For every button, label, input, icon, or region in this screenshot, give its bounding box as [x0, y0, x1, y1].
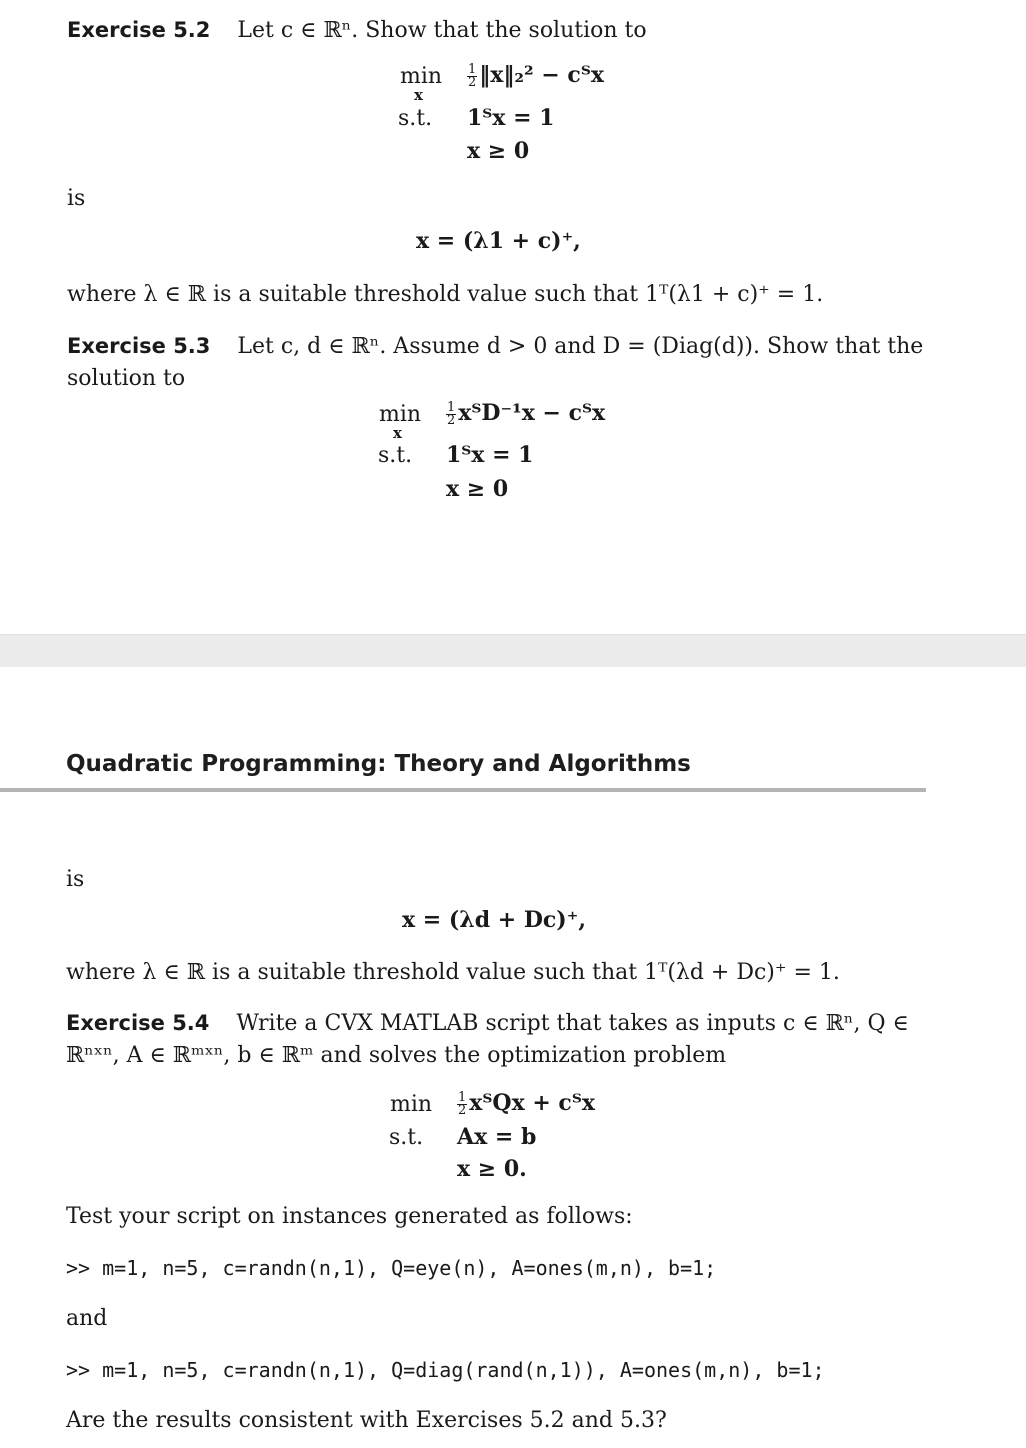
min-variable: x — [393, 424, 402, 442]
st-label: s.t. — [378, 443, 413, 468]
exercise-label: Exercise 5.2 — [67, 18, 211, 42]
min-label: min — [400, 64, 443, 89]
code-line-1: >> m=1, n=5, c=randn(n,1), Q=eye(n), A=ones(m,n), b=1; — [66, 1256, 717, 1280]
exercise-label: Exercise 5.3 — [67, 334, 211, 358]
objective — [467, 62, 604, 89]
objective — [457, 1090, 595, 1117]
exercise-intro: Write a CVX MATLAB script that takes as inputs c ∈ ℝⁿ, Q ∈ — [236, 1011, 909, 1036]
objective-expr: ‖x‖₂² − cᵀx — [479, 62, 604, 88]
constraint-equality: Ax = b — [457, 1124, 537, 1150]
is-text: is — [66, 867, 85, 892]
exercise-intro-cont: solution to — [67, 366, 186, 391]
exercise-5-3-heading — [67, 334, 923, 359]
constraint-nonneg: x ≥ 0. — [457, 1156, 527, 1182]
threshold-text: where λ ∈ ℝ is a suitable threshold value such that 1ᵀ(λ1 + c)⁺ = 1. — [67, 282, 824, 307]
solution-formula: x = (λ1 + c)⁺, — [416, 228, 581, 254]
st-label: s.t. — [389, 1125, 424, 1150]
exercise-intro: Let c, d ∈ ℝⁿ. Assume d > 0 and D = (Diag(d)). Show that the — [237, 334, 924, 359]
fraction-half: $\frac{1}{2}$ — [458, 1089, 467, 1118]
exercise-5-4-heading — [66, 1011, 909, 1036]
header-rule — [0, 788, 926, 792]
exercise-intro-cont: ℝⁿˣⁿ, A ∈ ℝᵐˣⁿ, b ∈ ℝᵐ and solves the optimization problem — [66, 1043, 727, 1068]
constraint-nonneg: x ≥ 0 — [467, 138, 530, 164]
and-text: and — [66, 1306, 108, 1331]
code-line-2: >> m=1, n=5, c=randn(n,1), Q=diag(rand(n,1)), A=ones(m,n), b=1; — [66, 1358, 825, 1382]
test-instruction: Test your script on instances generated as follows: — [66, 1204, 633, 1229]
fraction-half: $\frac{1}{2}$ — [447, 399, 456, 428]
min-variable: x — [414, 86, 423, 104]
exercise-intro: Let c ∈ ℝⁿ. Show that the solution to — [237, 18, 647, 43]
fraction-half: $\frac{1}{2}$ — [468, 61, 477, 90]
exercise-5-2-heading — [67, 18, 647, 43]
constraint-nonneg: x ≥ 0 — [446, 476, 509, 502]
page-break — [0, 634, 1026, 667]
is-text: is — [67, 186, 86, 211]
constraint-sum: 1ᵀx = 1 — [467, 105, 555, 131]
consistency-question: Are the results consistent with Exercises 5.2 and 5.3? — [66, 1408, 667, 1433]
st-label: s.t. — [398, 106, 433, 131]
threshold-text: where λ ∈ ℝ is a suitable threshold value such that 1ᵀ(λd + Dc)⁺ = 1. — [66, 960, 840, 985]
objective — [446, 400, 605, 427]
constraint-sum: 1ᵀx = 1 — [446, 442, 534, 468]
objective-expr: xᵀD⁻¹x − cᵀx — [458, 400, 606, 426]
min-label: min — [379, 402, 422, 427]
min-label: min — [390, 1092, 433, 1117]
exercise-label: Exercise 5.4 — [66, 1011, 210, 1035]
running-header-title: Quadratic Programming: Theory and Algorithms — [66, 751, 691, 777]
objective-expr: xᵀQx + cᵀx — [469, 1090, 595, 1116]
solution-formula: x = (λd + Dc)⁺, — [402, 907, 586, 933]
